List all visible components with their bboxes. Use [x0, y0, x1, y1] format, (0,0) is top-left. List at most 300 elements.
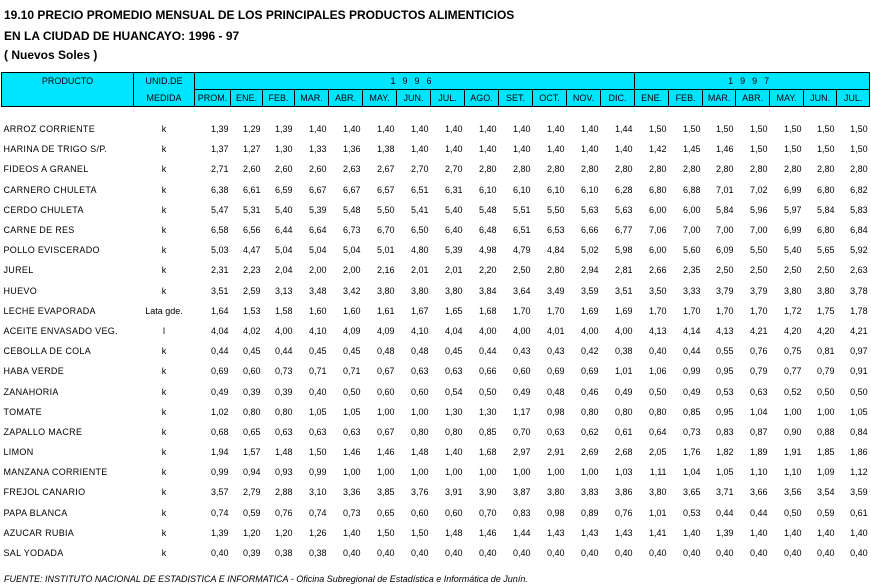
price-cell: 1,38	[376, 144, 395, 155]
price-cell: 2,50	[716, 265, 734, 276]
price-cell: 5,48	[478, 204, 497, 215]
price-cell: 1,68	[478, 305, 497, 316]
price-cell: 5,98	[615, 245, 633, 256]
price-cell: 1,05	[308, 406, 327, 417]
price-cell: 0,38	[274, 548, 293, 559]
price-cell: 3,79	[716, 285, 734, 296]
price-cell: 6,10	[546, 184, 565, 195]
price-cell: 0,94	[242, 467, 261, 478]
table-row	[2, 422, 870, 442]
price-cell: 5,04	[274, 245, 293, 256]
price-cell: 1,50	[716, 124, 734, 135]
price-cell: 0,44	[274, 346, 293, 357]
price-cell: 1,48	[410, 447, 429, 458]
price-cell: 5,50	[750, 245, 768, 256]
price-cell: 3,42	[342, 285, 361, 296]
table-row	[2, 139, 870, 159]
price-cell: 6,00	[649, 245, 667, 256]
price-cell: 5,40	[784, 245, 802, 256]
price-cell: 1,40	[444, 124, 463, 135]
table-row	[2, 220, 870, 240]
price-cell: 0,76	[274, 507, 293, 518]
price-cell: 0,61	[615, 426, 633, 437]
price-cell: 6,67	[308, 184, 327, 195]
price-cell: 3,80	[376, 285, 395, 296]
price-cell: 0,81	[817, 346, 835, 357]
price-cell: 0,40	[615, 548, 633, 559]
price-cell: 1,40	[444, 447, 463, 458]
price-cell: 0,40	[580, 548, 599, 559]
price-cell: 3,80	[817, 285, 835, 296]
product-name: CARNERO CHULETA	[3, 184, 97, 195]
price-cell: 4,04	[210, 325, 229, 336]
price-cell: 6,00	[649, 204, 667, 215]
price-cell: 1,40	[683, 527, 701, 538]
price-cell: 1,43	[580, 527, 599, 538]
price-cell: 0,61	[850, 507, 868, 518]
price-cell: 1,70	[649, 305, 667, 316]
price-cell: 1,40	[444, 144, 463, 155]
price-cell: 0,39	[274, 386, 293, 397]
price-cell: 6,44	[274, 225, 293, 236]
price-cell: 1,39	[716, 527, 734, 538]
table-body	[2, 107, 870, 564]
price-cell: 1,33	[308, 144, 327, 155]
price-cell: 6,51	[410, 184, 429, 195]
price-cell: 4,01	[546, 325, 565, 336]
price-cell: 7,06	[649, 225, 667, 236]
price-cell: 2,80	[683, 164, 701, 175]
price-cell: 1,50	[683, 124, 701, 135]
price-cell: 1,11	[649, 467, 667, 478]
price-cell: 1,04	[750, 406, 768, 417]
price-cell: 0,43	[512, 346, 531, 357]
month-header-1996: SET.	[499, 90, 533, 107]
price-cell: 4,21	[850, 325, 868, 336]
month-header-1996: ABR.	[329, 90, 363, 107]
table-row	[2, 482, 870, 502]
price-cell: 1,70	[750, 305, 768, 316]
product-name: HUEVO	[3, 285, 38, 296]
price-cell: 1,50	[817, 124, 835, 135]
price-cell: 0,60	[410, 386, 429, 397]
price-cell: 0,44	[716, 507, 734, 518]
month-header-1997: JUL.	[837, 90, 870, 107]
price-cell: 5,63	[580, 204, 599, 215]
price-cell: 0,44	[478, 346, 497, 357]
unit-of-measure: k	[161, 487, 167, 498]
price-cell: 1,37	[210, 144, 229, 155]
price-cell: 5,31	[242, 204, 261, 215]
price-cell: 5,50	[546, 204, 565, 215]
price-cell: 0,88	[817, 426, 835, 437]
price-cell: 0,83	[512, 507, 531, 518]
price-cell: 5,01	[376, 245, 395, 256]
price-cell: 2,50	[512, 265, 531, 276]
price-cell: 2,94	[580, 265, 599, 276]
price-cell: 5,51	[512, 204, 531, 215]
price-cell: 2,16	[376, 265, 395, 276]
price-cell: 3,80	[546, 487, 565, 498]
price-cell: 1,40	[850, 527, 868, 538]
price-cell: 1,50	[649, 124, 667, 135]
header-year-1997: 1997	[635, 73, 870, 90]
price-cell: 6,82	[850, 184, 868, 195]
month-header-1997: MAR.	[703, 90, 736, 107]
price-cell: 2,97	[512, 447, 531, 458]
price-cell: 1,40	[546, 124, 565, 135]
price-cell: 1,05	[342, 406, 361, 417]
price-cell: 0,79	[750, 366, 768, 377]
price-cell: 6,80	[817, 225, 835, 236]
price-cell: 1,40	[478, 144, 497, 155]
price-cell: 3,36	[342, 487, 361, 498]
price-cell: 6,61	[242, 184, 261, 195]
price-cell: 2,70	[444, 164, 463, 175]
table-row	[2, 281, 870, 301]
price-cell: 1,65	[444, 305, 463, 316]
price-cell: 1,40	[478, 124, 497, 135]
price-cell: 0,80	[649, 406, 667, 417]
price-cell: 0,40	[750, 548, 768, 559]
table-row	[2, 321, 870, 341]
price-cell: 0,44	[683, 346, 701, 357]
price-cell: 1,26	[308, 527, 327, 538]
price-cell: 3,10	[308, 487, 327, 498]
product-name: CARNE DE RES	[3, 225, 75, 236]
price-cell: 0,53	[683, 507, 701, 518]
price-cell: 1,45	[683, 144, 701, 155]
price-cell: 0,50	[342, 386, 361, 397]
price-cell: 1,46	[376, 447, 395, 458]
price-cell: 6,38	[210, 184, 229, 195]
title-line-2: EN LA CIUDAD DE HUANCAYO: 1996 - 97	[4, 29, 240, 43]
price-cell: 0,63	[546, 426, 565, 437]
unit-of-measure: k	[161, 144, 167, 155]
price-cell: 1,40	[410, 144, 429, 155]
price-cell: 0,45	[242, 346, 261, 357]
product-name: TOMATE	[3, 406, 42, 417]
price-cell: 0,80	[615, 406, 633, 417]
price-cell: 0,50	[817, 386, 835, 397]
price-cell: 2,20	[478, 265, 497, 276]
price-cell: 5,65	[817, 245, 835, 256]
price-cell: 5,97	[784, 204, 802, 215]
price-cell: 3,80	[410, 285, 429, 296]
unit-of-measure: k	[161, 164, 167, 175]
price-cell: 1,27	[242, 144, 261, 155]
price-cell: 4,10	[308, 325, 327, 336]
price-cell: 1,89	[750, 447, 768, 458]
spacer	[2, 107, 870, 120]
unit-of-measure: k	[161, 386, 167, 397]
source-footnote: FUENTE: INSTITUTO NACIONAL DE ESTADISTICA E INFORMATICA - Oficina Subregional de Estadística e Informática de Junín.	[4, 574, 528, 584]
price-cell: 0,55	[716, 346, 734, 357]
price-cell: 0,69	[580, 366, 599, 377]
price-cell: 7,00	[750, 225, 768, 236]
price-cell: 1,50	[308, 447, 327, 458]
price-cell: 5,40	[444, 204, 463, 215]
price-cell: 1,00	[376, 406, 395, 417]
price-cell: 0,99	[210, 467, 229, 478]
price-cell: 2,23	[242, 265, 261, 276]
price-cell: 1,94	[210, 447, 229, 458]
price-cell: 0,40	[410, 548, 429, 559]
price-cell: 3,91	[444, 487, 463, 498]
price-cell: 0,60	[376, 386, 395, 397]
price-cell: 0,73	[342, 507, 361, 518]
product-name: POLLO EVISCERADO	[3, 245, 100, 256]
price-cell: 1,70	[716, 305, 734, 316]
price-cell: 3,33	[683, 285, 701, 296]
price-cell: 1,44	[512, 527, 531, 538]
product-name: HARINA DE TRIGO S/P.	[3, 144, 108, 155]
price-cell: 4,09	[376, 325, 395, 336]
price-cell: 0,44	[750, 507, 768, 518]
price-cell: 2,80	[546, 164, 565, 175]
product-name: ZANAHORIA	[3, 386, 59, 397]
price-cell: 1,50	[750, 144, 768, 155]
price-cell: 0,98	[546, 406, 565, 417]
price-cell: 2,79	[242, 487, 261, 498]
price-cell: 1,02	[210, 406, 229, 417]
price-cell: 1,60	[308, 305, 327, 316]
price-cell: 6,10	[512, 184, 531, 195]
price-cell: 6,53	[546, 225, 565, 236]
price-cell: 0,40	[649, 548, 667, 559]
price-cell: 0,77	[784, 366, 802, 377]
price-cell: 0,45	[308, 346, 327, 357]
price-cell: 1,05	[850, 406, 868, 417]
price-cell: 0,50	[649, 386, 667, 397]
price-cell: 1,40	[342, 527, 361, 538]
price-cell: 6,28	[615, 184, 633, 195]
price-cell: 2,50	[817, 265, 835, 276]
price-cell: 0,50	[784, 507, 802, 518]
price-cell: 6,58	[210, 225, 229, 236]
table-row	[2, 180, 870, 200]
price-cell: 6,77	[615, 225, 633, 236]
price-cell: 0,76	[615, 507, 633, 518]
product-name: SAL YODADA	[3, 548, 64, 559]
price-cell: 1,30	[444, 406, 463, 417]
price-cell: 3,80	[444, 285, 463, 296]
table-row	[2, 523, 870, 543]
price-cell: 0,59	[242, 507, 261, 518]
price-cell: 6,88	[683, 184, 701, 195]
price-cell: 1,50	[784, 124, 802, 135]
price-cell: 3,56	[784, 487, 802, 498]
price-cell: 0,40	[784, 548, 802, 559]
price-cell: 0,71	[308, 366, 327, 377]
price-cell: 0,79	[817, 366, 835, 377]
price-cell: 5,83	[850, 204, 868, 215]
price-cell: 6,64	[308, 225, 327, 236]
price-cell: 0,40	[512, 548, 531, 559]
price-cell: 0,40	[649, 346, 667, 357]
month-header-1996: PROM.	[195, 90, 231, 107]
table-row	[2, 119, 870, 139]
price-cell: 0,39	[242, 548, 261, 559]
price-cell: 1,70	[512, 305, 531, 316]
price-cell: 1,78	[850, 305, 868, 316]
unit-of-measure: l	[163, 325, 165, 336]
price-cell: 2,80	[546, 265, 565, 276]
price-cell: 1,00	[342, 467, 361, 478]
table-row	[2, 240, 870, 260]
price-cell: 1,42	[649, 144, 667, 155]
price-cell: 5,50	[376, 204, 395, 215]
price-cell: 0,60	[444, 507, 463, 518]
price-cell: 1,40	[512, 144, 531, 155]
price-cell: 1,68	[478, 447, 497, 458]
price-cell: 6,80	[649, 184, 667, 195]
price-cell: 6,09	[716, 245, 734, 256]
price-cell: 2,71	[210, 164, 229, 175]
price-cell: 2,80	[649, 164, 667, 175]
price-cell: 0,62	[580, 426, 599, 437]
price-cell: 1,40	[580, 144, 599, 155]
price-cell: 4,21	[750, 325, 768, 336]
price-cell: 6,66	[580, 225, 599, 236]
price-cell: 1,40	[512, 124, 531, 135]
price-cell: 1,50	[750, 124, 768, 135]
price-cell: 0,48	[546, 386, 565, 397]
month-header-1997: ABR.	[736, 90, 770, 107]
price-cell: 0,80	[274, 406, 293, 417]
price-cell: 0,70	[512, 426, 531, 437]
price-cell: 3,65	[683, 487, 701, 498]
unit-of-measure: k	[161, 265, 167, 276]
price-cell: 6,48	[478, 225, 497, 236]
price-cell: 1,00	[546, 467, 565, 478]
price-cell: 1,29	[242, 124, 261, 135]
price-cell: 1,50	[850, 124, 868, 135]
price-cell: 0,38	[308, 548, 327, 559]
price-cell: 0,66	[478, 366, 497, 377]
month-header-1996: JUL.	[431, 90, 465, 107]
title-line-3: ( Nuevos Soles )	[4, 48, 98, 62]
price-cell: 0,48	[376, 346, 395, 357]
table-header	[2, 73, 870, 107]
price-cell: 1,10	[750, 467, 768, 478]
price-cell: 0,75	[784, 346, 802, 357]
price-cell: 2,00	[308, 265, 327, 276]
price-cell: 3,87	[512, 487, 531, 498]
price-cell: 1,20	[242, 527, 261, 538]
price-cell: 0,40	[342, 548, 361, 559]
price-cell: 2,68	[615, 447, 633, 458]
price-cell: 6,70	[376, 225, 395, 236]
price-cell: 7,00	[716, 225, 734, 236]
month-header-1996: AGO.	[465, 90, 499, 107]
price-cell: 0,60	[512, 366, 531, 377]
price-cell: 0,76	[750, 346, 768, 357]
price-cell: 1,86	[850, 447, 868, 458]
price-cell: 0,70	[478, 507, 497, 518]
price-cell: 1,44	[615, 124, 633, 135]
price-cell: 2,69	[580, 447, 599, 458]
price-cell: 5,48	[342, 204, 361, 215]
price-cell: 1,48	[274, 447, 293, 458]
price-cell: 2,50	[750, 265, 768, 276]
price-cell: 0,99	[308, 467, 327, 478]
price-cell: 2,01	[444, 265, 463, 276]
price-cell: 0,65	[242, 426, 261, 437]
price-cell: 0,64	[649, 426, 667, 437]
price-cell: 4,20	[784, 325, 802, 336]
price-cell: 3,83	[580, 487, 599, 498]
price-cell: 1,03	[615, 467, 633, 478]
price-cell: 5,47	[210, 204, 229, 215]
price-cell: 1,58	[274, 305, 293, 316]
product-name: FIDEOS A GRANEL	[3, 164, 89, 175]
price-cell: 1,43	[615, 527, 633, 538]
price-cell: 6,99	[784, 184, 802, 195]
price-cell: 0,69	[210, 366, 229, 377]
price-cell: 1,39	[210, 527, 229, 538]
price-cell: 0,84	[850, 426, 868, 437]
product-name: JUREL	[3, 265, 34, 276]
price-cell: 0,38	[615, 346, 633, 357]
price-cell: 2,80	[850, 164, 868, 175]
unit-of-measure: k	[161, 225, 167, 236]
price-cell: 3,90	[478, 487, 497, 498]
table-row	[2, 442, 870, 462]
price-cell: 2,31	[210, 265, 229, 276]
price-cell: 0,59	[817, 507, 835, 518]
price-cell: 1,00	[478, 467, 497, 478]
price-cell: 1,46	[342, 447, 361, 458]
product-name: MANZANA CORRIENTE	[3, 467, 108, 478]
header-unit-line2: MEDIDA	[134, 90, 195, 107]
product-name: ZAPALLO MACRE	[3, 426, 83, 437]
price-cell: 1,50	[817, 144, 835, 155]
price-cell: 2,70	[410, 164, 429, 175]
price-cell: 1,41	[649, 527, 667, 538]
price-cell: 3,84	[478, 285, 497, 296]
table-row	[2, 462, 870, 482]
price-cell: 1,76	[683, 447, 701, 458]
price-cell: 1,50	[376, 527, 395, 538]
price-cell: 5,92	[850, 245, 868, 256]
price-cell: 1,30	[274, 144, 293, 155]
price-cell: 6,50	[410, 225, 429, 236]
price-cell: 5,40	[274, 204, 293, 215]
table-row	[2, 301, 870, 321]
price-cell: 2,00	[342, 265, 361, 276]
price-cell: 0,83	[716, 426, 734, 437]
price-cell: 5,84	[817, 204, 835, 215]
price-cell: 0,87	[750, 426, 768, 437]
price-cell: 1,75	[817, 305, 835, 316]
price-cell: 0,63	[410, 366, 429, 377]
price-cell: 4,84	[546, 245, 565, 256]
product-name: CERDO CHULETA	[3, 204, 84, 215]
price-cell: 2,60	[274, 164, 293, 175]
price-cell: 3,59	[580, 285, 599, 296]
month-header-1997: ENE.	[635, 90, 669, 107]
price-cell: 6,31	[444, 184, 463, 195]
price-cell: 0,52	[784, 386, 802, 397]
price-cell: 4,47	[242, 245, 261, 256]
price-cell: 0,80	[410, 426, 429, 437]
price-cell: 1,30	[478, 406, 497, 417]
price-cell: 0,98	[546, 507, 565, 518]
price-cell: 0,93	[274, 467, 293, 478]
price-cell: 1,09	[817, 467, 835, 478]
price-cell: 0,67	[376, 366, 395, 377]
